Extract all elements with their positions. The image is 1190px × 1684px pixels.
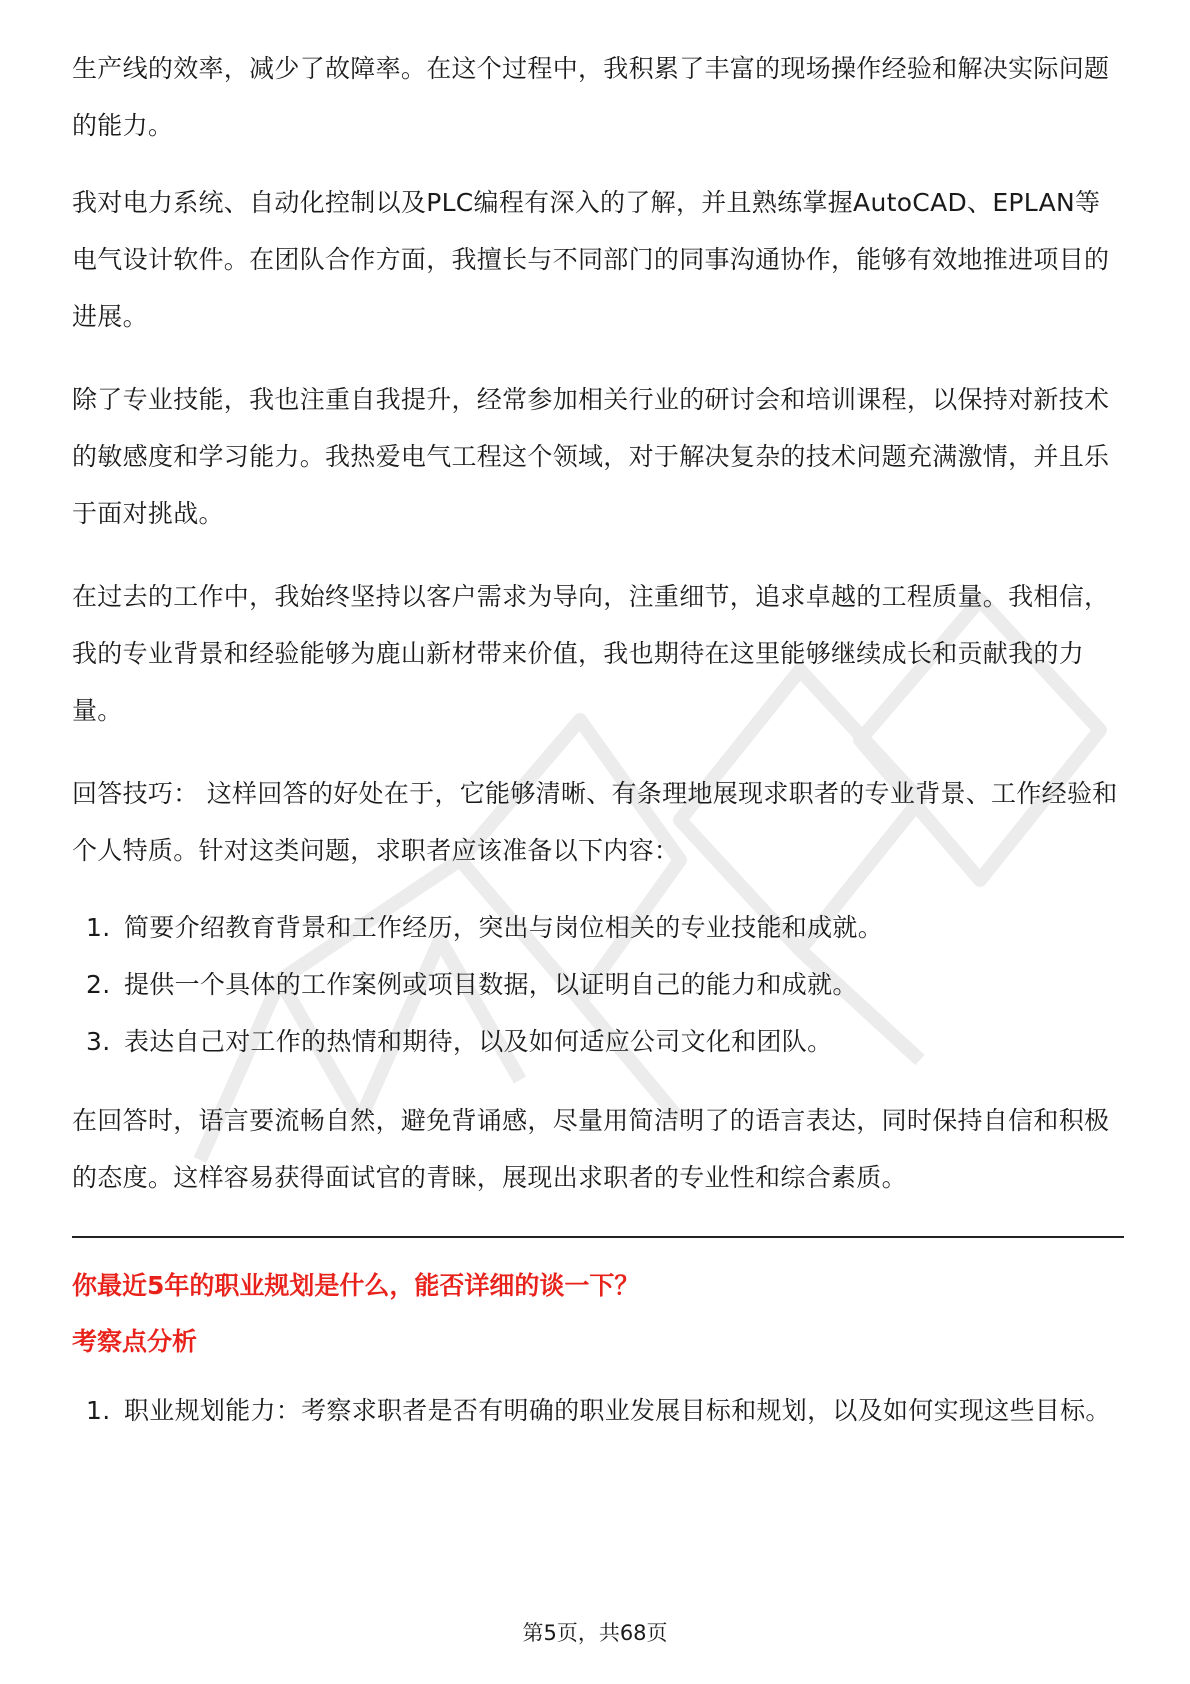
list-item	[72, 899, 1124, 956]
list-text: 职业规划能力：考察求职者是否有明确的职业发展目标和规划，以及如何实现这些目标。	[124, 1396, 1111, 1425]
list-number: 3.	[86, 1027, 111, 1056]
question-heading: 你最近5年的职业规划是什么，能否详细的谈一下？	[72, 1271, 640, 1300]
list-item	[72, 956, 1124, 1013]
list-number: 1.	[86, 1396, 111, 1425]
list-text: 简要介绍教育背景和工作经历，突出与岗位相关的专业技能和成就。	[124, 913, 884, 942]
list-number: 1.	[86, 913, 111, 942]
list-item	[72, 1013, 1124, 1070]
paragraph-1: 生产线的效率，减少了故障率。在这个过程中，我积累了丰富的现场操作经验和解决实际问题的能力。	[72, 54, 1110, 140]
analysis-subheading: 考察点分析	[72, 1327, 198, 1356]
list-text: 表达自己对工作的热情和期待，以及如何适应公司文化和团队。	[124, 1027, 833, 1056]
paragraph-2: 我对电力系统、自动化控制以及PLC编程有深入的了解，并且熟练掌握AutoCAD、EPLAN等电气设计软件。在团队合作方面，我擅长与不同部门的同事沟通协作，能够有效地推进项目的进展。	[72, 188, 1110, 331]
document-page	[72, 40, 1124, 1461]
page-number-footer: 第5页，共68页	[522, 1621, 668, 1645]
tips-list	[72, 899, 1124, 1070]
paragraph-3: 除了专业技能，我也注重自我提升，经常参加相关行业的研讨会和培训课程，以保持对新技术的敏感度和学习能力。我热爱电气工程这个领域，对于解决复杂的技术问题充满激情，并且乐于面对挑战。	[72, 385, 1110, 528]
answer-tips: 回答技巧： 这样回答的好处在于，它能够清晰、有条理地展现求职者的专业背景、工作经验和个人特质。针对这类问题，求职者应该准备以下内容：	[72, 779, 1118, 865]
paragraph-4: 在过去的工作中，我始终坚持以客户需求为导向，注重细节，追求卓越的工程质量。我相信，我的专业背景和经验能够为鹿山新材带来价值，我也期待在这里能够继续成长和贡献我的力量。	[72, 582, 1110, 725]
list-item	[72, 1382, 1124, 1439]
paragraph-5: 在回答时，语言要流畅自然，避免背诵感，尽量用简洁明了的语言表达，同时保持自信和积极的态度。这样容易获得面试官的青睐，展现出求职者的专业性和综合素质。	[72, 1106, 1110, 1192]
list-number: 2.	[86, 970, 111, 999]
section-divider	[72, 1236, 1124, 1238]
analysis-list	[72, 1382, 1124, 1439]
list-text: 提供一个具体的工作案例或项目数据，以证明自己的能力和成就。	[124, 970, 858, 999]
